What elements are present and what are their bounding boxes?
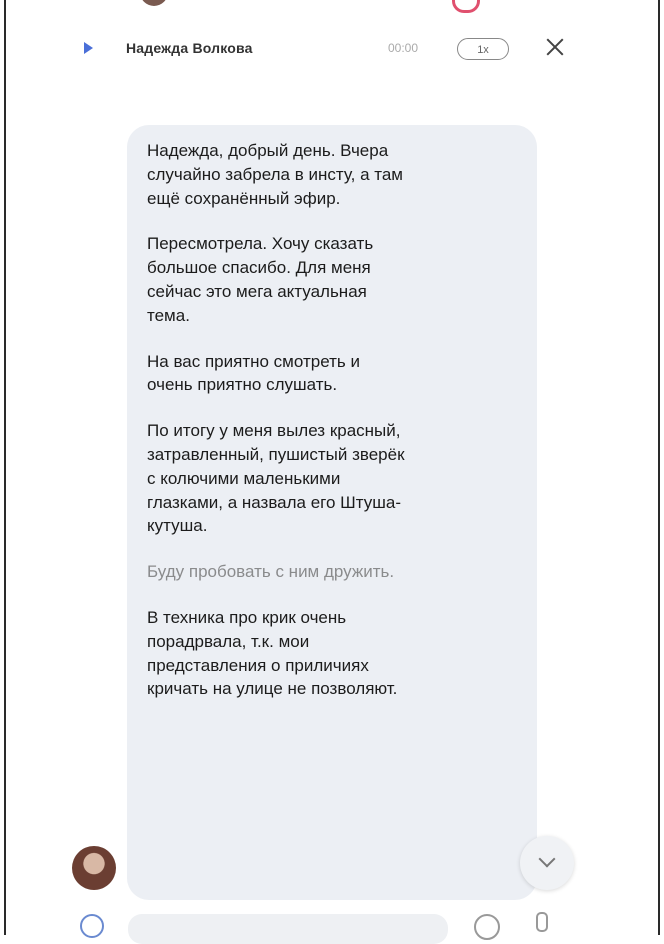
message-paragraph: На вас приятно смотреть и очень приятно слушать. — [147, 351, 360, 395]
frame-edge-left — [4, 0, 6, 935]
message-paragraph: Буду пробовать с ним дружить. — [147, 562, 395, 582]
scroll-down-button[interactable] — [520, 836, 574, 890]
message-paragraph: В техника про крик очень порадрвала, т.к. мои представления о приличиях кричать на улице не позволяют. — [147, 607, 398, 699]
player-time: 00:00 — [388, 41, 419, 55]
message-text — [147, 139, 517, 723]
sender-avatar[interactable] — [72, 846, 116, 890]
close-icon[interactable] — [542, 34, 568, 60]
message-input-bar — [0, 910, 664, 935]
message-paragraph: Надежда, добрый день. Вчера случайно забрела в инсту, а там ещё сохранённый эфир. — [147, 141, 403, 208]
play-icon[interactable] — [84, 42, 93, 54]
playback-speed-button[interactable]: 1x — [457, 38, 509, 60]
message-bubble[interactable] — [127, 125, 537, 900]
audio-player-bar — [70, 28, 590, 70]
frame-edge-right — [658, 0, 660, 935]
attach-icon[interactable] — [80, 914, 104, 938]
message-paragraph: Пересмотрела. Хочу сказать большое спасибо. Для меня сейчас это мега актуальная тема. — [147, 234, 374, 325]
message-input[interactable] — [128, 914, 448, 944]
emoji-icon[interactable] — [474, 914, 500, 940]
microphone-icon[interactable] — [536, 912, 548, 932]
message-paragraph: По итогу у меня вылез красный, затравленный, пушистый зверёк с колючими маленькими глазками, а назвала его Штуша- кутуша. — [147, 421, 405, 536]
chevron-down-icon — [539, 851, 556, 868]
player-sender-name: Надежда Волкова — [126, 40, 253, 56]
profile-avatar[interactable] — [140, 0, 168, 6]
heart-icon[interactable] — [452, 0, 480, 13]
top-nav-remnant — [0, 0, 664, 12]
